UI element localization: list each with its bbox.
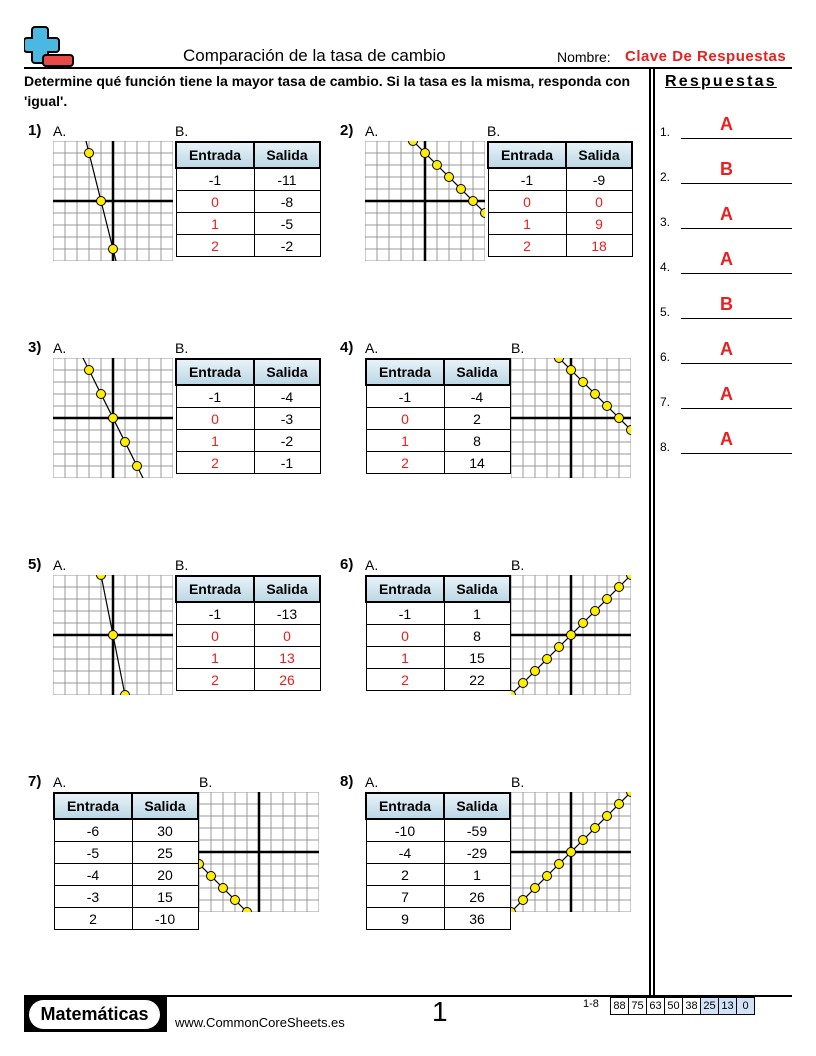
input-cell: -4: [54, 864, 132, 886]
input-cell: 2: [176, 452, 254, 474]
option-b: [175, 575, 321, 691]
score-cell: 75: [629, 997, 647, 1015]
output-cell: 1: [444, 864, 510, 886]
answer-value[interactable]: A: [720, 429, 733, 449]
input-header: Entrada: [366, 793, 444, 819]
problem-number: 7): [28, 773, 42, 790]
table-row: [366, 430, 510, 452]
option-a-label: A.: [53, 557, 67, 573]
table-row: [176, 213, 320, 235]
input-cell: 9: [366, 908, 444, 930]
input-cell: 0: [366, 625, 444, 647]
input-cell: 2: [366, 452, 444, 474]
table-row: [54, 908, 198, 930]
table-row: [488, 235, 632, 257]
answer-line: [681, 453, 792, 454]
answer-row: [660, 115, 792, 139]
input-header: Entrada: [366, 576, 444, 602]
option-b: [199, 792, 319, 917]
option-a: [365, 792, 511, 930]
output-cell: 8: [444, 625, 510, 647]
output-cell: -59: [444, 819, 510, 842]
output-cell: -2: [254, 235, 320, 257]
problem-number: 4): [340, 339, 354, 356]
answer-row: [660, 250, 792, 274]
input-header: Entrada: [176, 142, 254, 168]
table-row: [366, 647, 510, 669]
io-table-6: [365, 575, 511, 691]
output-cell: 30: [132, 819, 198, 842]
answer-line: [681, 228, 792, 229]
output-header: Salida: [566, 142, 632, 168]
table-row: [176, 452, 320, 474]
output-header: Salida: [132, 793, 198, 819]
problem-number: 6): [340, 556, 354, 573]
answer-number: 1.: [660, 125, 671, 139]
problem-number: 3): [28, 339, 42, 356]
output-cell: -29: [444, 842, 510, 864]
answer-value[interactable]: A: [720, 339, 733, 359]
output-cell: -13: [254, 602, 320, 625]
column-divider-left: [649, 67, 651, 995]
io-table-5: [175, 575, 321, 691]
output-cell: 9: [566, 213, 632, 235]
output-cell: 26: [254, 669, 320, 691]
answer-line: [681, 183, 792, 184]
table-row: [488, 191, 632, 213]
input-cell: -1: [176, 602, 254, 625]
option-b-label: B.: [511, 557, 525, 573]
output-cell: 13: [254, 647, 320, 669]
column-divider-right: [653, 67, 655, 995]
table-row: [366, 385, 510, 408]
option-b: [511, 575, 631, 700]
table-row: [176, 430, 320, 452]
output-cell: -1: [254, 452, 320, 474]
input-cell: -1: [366, 385, 444, 408]
output-header: Salida: [254, 359, 320, 385]
output-header: Salida: [254, 142, 320, 168]
table-row: [488, 213, 632, 235]
option-b-label: B.: [199, 774, 213, 790]
answer-line: [681, 318, 792, 319]
input-cell: 2: [176, 235, 254, 257]
page-number: 1: [432, 996, 448, 1027]
input-cell: 0: [366, 408, 444, 430]
output-cell: 8: [444, 430, 510, 452]
table-row: [366, 625, 510, 647]
output-cell: 14: [444, 452, 510, 474]
coordinate-grid-3: [53, 358, 173, 478]
answer-number: 7.: [660, 395, 671, 409]
input-cell: -1: [488, 168, 566, 191]
output-header: Salida: [444, 576, 510, 602]
answer-number: 2.: [660, 170, 671, 184]
output-cell: 2: [444, 408, 510, 430]
table-row: [366, 908, 510, 930]
table-row: [176, 191, 320, 213]
answer-value[interactable]: A: [720, 204, 733, 224]
answer-number: 8.: [660, 440, 671, 454]
input-cell: 2: [366, 864, 444, 886]
option-b: [487, 141, 633, 257]
problem-number: 5): [28, 556, 42, 573]
score-cell: 25: [701, 997, 719, 1015]
table-row: [176, 647, 320, 669]
table-row: [366, 669, 510, 691]
input-cell: 2: [176, 669, 254, 691]
option-a: [365, 575, 511, 691]
output-cell: 22: [444, 669, 510, 691]
input-cell: -1: [366, 602, 444, 625]
output-cell: -11: [254, 168, 320, 191]
score-cell: 50: [665, 997, 683, 1015]
answers-title: Respuestas: [665, 73, 777, 90]
io-table-1: [175, 141, 321, 257]
input-cell: -1: [176, 168, 254, 191]
input-cell: -4: [366, 842, 444, 864]
output-cell: -8: [254, 191, 320, 213]
output-cell: 26: [444, 886, 510, 908]
coordinate-grid-4: [511, 358, 631, 478]
input-header: Entrada: [176, 359, 254, 385]
output-cell: -3: [254, 408, 320, 430]
answer-number: 6.: [660, 350, 671, 364]
option-b-label: B.: [175, 557, 189, 573]
table-row: [366, 452, 510, 474]
table-row: [366, 819, 510, 842]
option-b-label: B.: [175, 340, 189, 356]
input-cell: 0: [488, 191, 566, 213]
answer-value[interactable]: A: [720, 114, 733, 134]
option-a: [53, 358, 173, 483]
answer-row: [660, 385, 792, 409]
answer-row: [660, 430, 792, 454]
option-a-label: A.: [365, 557, 379, 573]
answer-number: 5.: [660, 305, 671, 319]
table-row: [366, 886, 510, 908]
option-a-label: A.: [365, 340, 379, 356]
problem-number: 1): [28, 122, 42, 139]
score-cell: 88: [610, 997, 629, 1015]
answer-line: [681, 363, 792, 364]
output-cell: 0: [254, 625, 320, 647]
table-row: [54, 886, 198, 908]
answer-number: 3.: [660, 215, 671, 229]
score-cell: 13: [719, 997, 737, 1015]
answer-line: [681, 408, 792, 409]
coordinate-grid-1: [53, 141, 173, 261]
answer-value[interactable]: B: [720, 159, 733, 179]
input-cell: -6: [54, 819, 132, 842]
table-row: [366, 842, 510, 864]
table-row: [54, 864, 198, 886]
input-cell: -1: [176, 385, 254, 408]
table-row: [176, 669, 320, 691]
coordinate-grid-5: [53, 575, 173, 695]
option-b-label: B.: [487, 123, 501, 139]
name-label: Nombre:: [557, 49, 611, 65]
table-row: [488, 168, 632, 191]
answer-value[interactable]: A: [720, 384, 733, 404]
brand-label: Matemáticas: [29, 1000, 160, 1029]
input-cell: -5: [54, 842, 132, 864]
problem-number: 2): [340, 122, 354, 139]
option-b-label: B.: [511, 774, 525, 790]
coordinate-grid-6: [511, 575, 631, 695]
output-cell: 36: [444, 908, 510, 930]
table-row: [176, 625, 320, 647]
table-row: [176, 408, 320, 430]
option-b: [511, 792, 631, 917]
plus-minus-logo-icon: [24, 24, 76, 68]
option-a-label: A.: [53, 774, 67, 790]
answer-row: [660, 295, 792, 319]
option-a: [365, 141, 485, 266]
output-header: Salida: [254, 576, 320, 602]
input-cell: 0: [176, 408, 254, 430]
output-cell: 1: [444, 602, 510, 625]
coordinate-grid-7: [199, 792, 319, 912]
answer-row: [660, 340, 792, 364]
io-table-4: [365, 358, 511, 474]
coordinate-grid-8: [511, 792, 631, 912]
option-a: [53, 141, 173, 266]
option-a-label: A.: [53, 340, 67, 356]
input-header: Entrada: [176, 576, 254, 602]
header-divider: [24, 67, 792, 69]
output-cell: -4: [444, 385, 510, 408]
option-b-label: B.: [511, 340, 525, 356]
output-header: Salida: [444, 359, 510, 385]
output-cell: -5: [254, 213, 320, 235]
input-cell: 2: [366, 669, 444, 691]
table-row: [366, 408, 510, 430]
answer-value[interactable]: B: [720, 294, 733, 314]
output-cell: -9: [566, 168, 632, 191]
input-cell: 1: [366, 430, 444, 452]
option-a-label: A.: [365, 123, 379, 139]
output-cell: -2: [254, 430, 320, 452]
coordinate-grid-2: [365, 141, 485, 261]
answer-line: [681, 273, 792, 274]
table-row: [54, 819, 198, 842]
output-cell: 20: [132, 864, 198, 886]
option-a-label: A.: [53, 123, 67, 139]
output-cell: -10: [132, 908, 198, 930]
output-cell: 15: [132, 886, 198, 908]
output-cell: 15: [444, 647, 510, 669]
table-row: [366, 602, 510, 625]
option-b: [175, 141, 321, 257]
site-url: www.CommonCoreSheets.es: [175, 1015, 345, 1030]
io-table-3: [175, 358, 321, 474]
input-cell: 7: [366, 886, 444, 908]
problem-number: 8): [340, 773, 354, 790]
option-a: [53, 792, 199, 930]
io-table-8: [365, 792, 511, 930]
answer-value[interactable]: A: [720, 249, 733, 269]
option-b-label: B.: [175, 123, 189, 139]
input-header: Entrada: [366, 359, 444, 385]
score-cell: 63: [647, 997, 665, 1015]
output-cell: -4: [254, 385, 320, 408]
table-row: [176, 602, 320, 625]
option-b: [175, 358, 321, 474]
output-cell: 0: [566, 191, 632, 213]
input-cell: 1: [176, 430, 254, 452]
instructions: Determine qué función tiene la mayor tasa de cambio. Si la tasa es la misma, responda con 'igual'.: [24, 73, 631, 109]
score-cell: 0: [737, 997, 755, 1015]
input-cell: -10: [366, 819, 444, 842]
table-row: [366, 864, 510, 886]
option-a: [365, 358, 511, 474]
output-cell: 25: [132, 842, 198, 864]
page-title: Comparación de la tasa de cambio: [183, 46, 446, 65]
table-row: [54, 842, 198, 864]
input-cell: 1: [176, 213, 254, 235]
output-cell: 18: [566, 235, 632, 257]
input-cell: 0: [176, 191, 254, 213]
table-row: [176, 168, 320, 191]
input-cell: 1: [366, 647, 444, 669]
input-header: Entrada: [54, 793, 132, 819]
io-table-2: [487, 141, 633, 257]
answer-number: 4.: [660, 260, 671, 274]
output-header: Salida: [444, 793, 510, 819]
input-cell: 1: [488, 213, 566, 235]
io-table-7: [53, 792, 199, 930]
input-cell: 1: [176, 647, 254, 669]
input-cell: -3: [54, 886, 132, 908]
score-cell: 38: [683, 997, 701, 1015]
option-b: [511, 358, 631, 483]
answer-line: [681, 138, 792, 139]
input-cell: 2: [54, 908, 132, 930]
option-a-label: A.: [365, 774, 379, 790]
score-table: [610, 997, 755, 1015]
input-header: Entrada: [488, 142, 566, 168]
answer-row: [660, 160, 792, 184]
table-row: [176, 235, 320, 257]
score-range: 1-8: [583, 998, 599, 1010]
input-cell: 2: [488, 235, 566, 257]
option-a: [53, 575, 173, 700]
input-cell: 0: [176, 625, 254, 647]
table-row: [176, 385, 320, 408]
name-value: Clave De Respuestas: [625, 48, 787, 65]
answer-row: [660, 205, 792, 229]
